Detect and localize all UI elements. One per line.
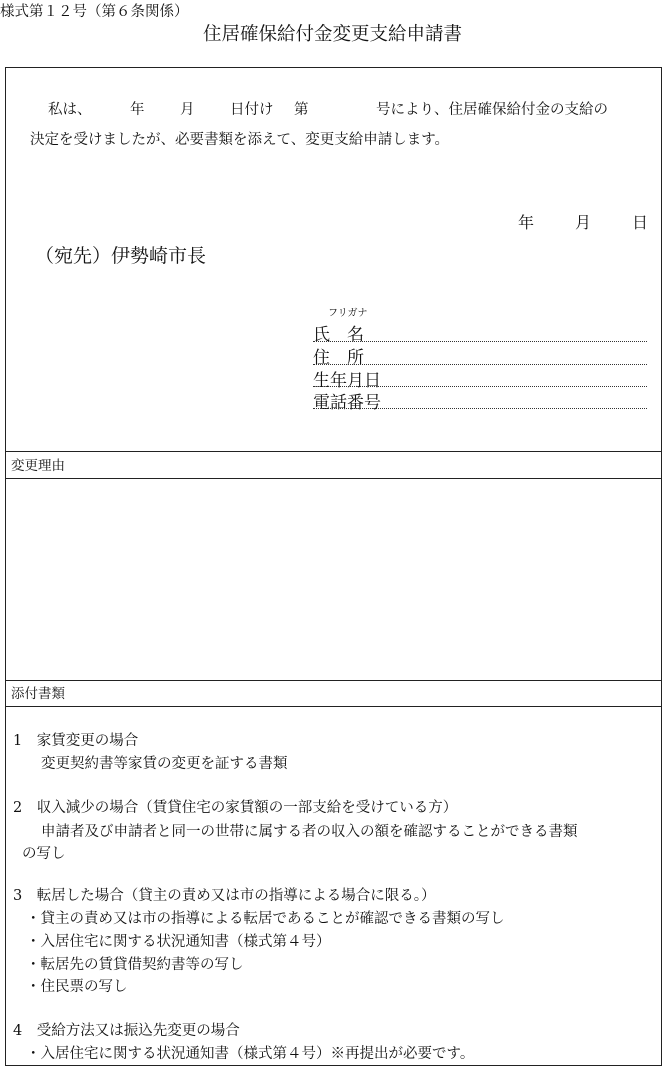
- address-field[interactable]: [313, 364, 647, 365]
- attachment-3-line: ・転居先の賃貸借契約書等の写し: [26, 957, 244, 973]
- form-number: 様式第１２号（第６条関係）: [0, 4, 189, 20]
- declaration-month: 月: [180, 102, 195, 118]
- reason-header: 変更理由: [5, 451, 662, 479]
- attachment-3-heading: 3 転居した場合（貸主の責め又は市の指導による場合に限る。）: [13, 888, 436, 904]
- attachment-2-line: の写し: [22, 846, 66, 862]
- declaration-dai: 第: [294, 102, 309, 118]
- form-title: 住居確保給付金変更支給申請書: [202, 24, 462, 45]
- attachment-3-line: ・住民票の写し: [26, 979, 128, 995]
- date-day: 日: [632, 213, 649, 232]
- birthdate-label: 生年月日: [313, 371, 381, 391]
- attachment-4-line: ・入居住宅に関する状況通知書（様式第４号）※再提出が必要です。: [26, 1046, 475, 1062]
- declaration-day-dated: 日付け: [230, 102, 274, 118]
- name-label: 氏 名: [313, 325, 364, 345]
- name-field[interactable]: [313, 341, 647, 342]
- attachment-4-heading: 4 受給方法又は振込先変更の場合: [13, 1023, 240, 1039]
- attachment-3-line: ・入居住宅に関する状況通知書（様式第４号）: [26, 934, 331, 950]
- date-month: 月: [575, 213, 592, 232]
- address-label: 住 所: [313, 348, 364, 368]
- attachment-2-heading: 2 収入減少の場合（賃貸住宅の家賃額の一部支給を受けている方）: [13, 800, 458, 816]
- addressee: （宛先）伊勢崎市長: [35, 245, 207, 267]
- furigana-label: フリガナ: [328, 308, 368, 319]
- attachment-2-line: 申請者及び申請者と同一の世帯に属する者の収入の額を確認することができる書類: [41, 824, 578, 840]
- phone-field[interactable]: [313, 408, 647, 409]
- attachment-1-heading: 1 家賃変更の場合: [13, 733, 139, 749]
- reason-field[interactable]: [5, 478, 662, 681]
- declaration-suffix: 号により、住居確保給付金の支給の: [376, 102, 608, 118]
- attachment-1-line: 変更契約書等家賃の変更を証する書類: [41, 756, 288, 772]
- attachments-header: 添付書類: [5, 680, 662, 707]
- declaration-prefix: 私は、: [48, 102, 92, 118]
- date-year: 年: [518, 213, 535, 232]
- phone-label: 電話番号: [313, 393, 381, 413]
- declaration-line2: 決定を受けましたが、必要書類を添えて、変更支給申請します。: [30, 132, 450, 148]
- attachment-3-line: ・貸主の責め又は市の指導による転居であることが確認できる書類の写し: [26, 911, 505, 927]
- declaration-year: 年: [130, 102, 145, 118]
- birthdate-field[interactable]: [313, 386, 647, 387]
